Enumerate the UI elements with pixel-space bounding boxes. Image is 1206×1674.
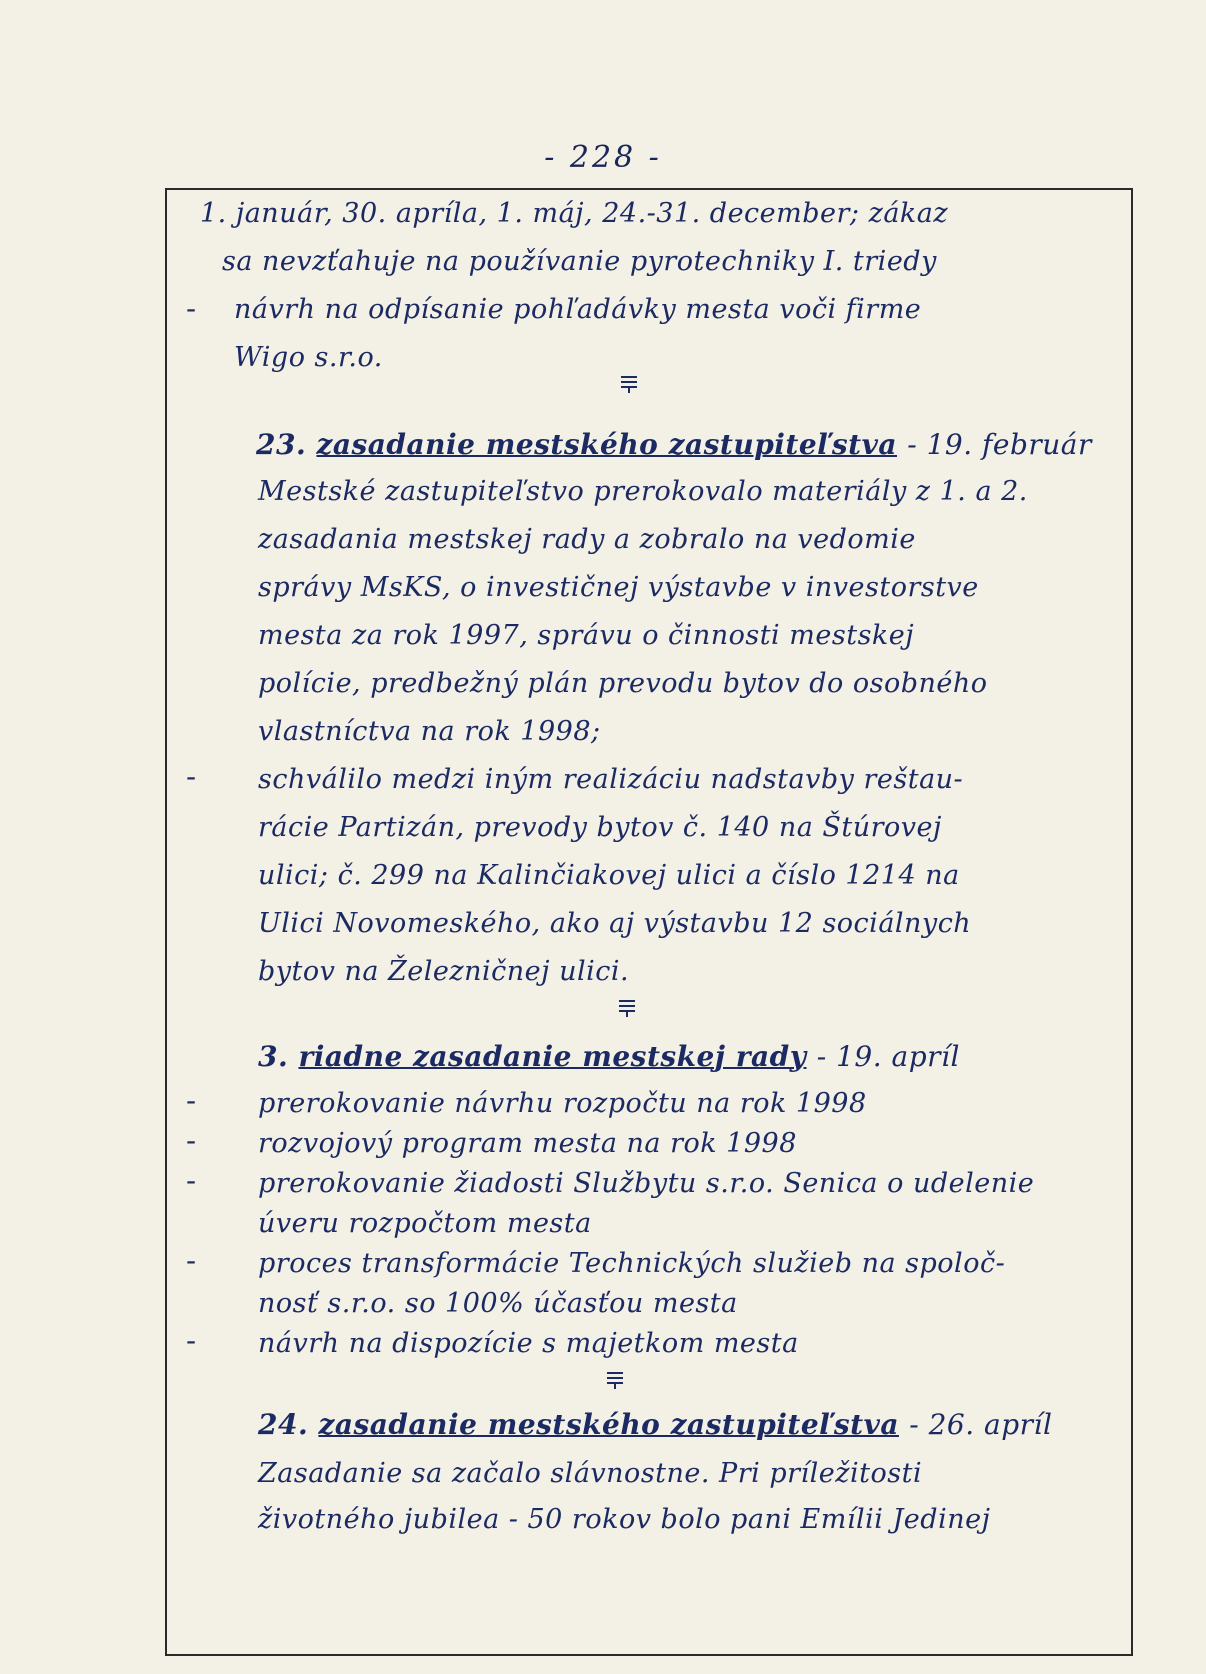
bullet-dash: - [186,1164,197,1197]
section-heading [258,1408,1052,1441]
text-line: nosť s.r.o. so 100% účasťou mesta [258,1288,738,1319]
text-line: polície, predbežný plán prevodu bytov do osobného [258,668,988,699]
heading-date: - 26. apríl [909,1408,1053,1441]
text-line: Mestské zastupiteľstvo prerokovalo materiály z 1. a 2. [258,476,1028,507]
text-line: prerokovanie žiadosti Službytu s.r.o. Senica o udelenie [258,1168,1035,1199]
separator-mark [616,996,638,1018]
separator-mark [604,1368,626,1390]
text-line: správy MsKS, o investičnej výstavbe v investorstve [258,572,979,603]
text-line: vlastníctva na rok 1998; [258,716,601,747]
text-line: schválilo medzi iným realizáciu nadstavby reštau- [258,764,964,795]
bullet-dash: - [186,760,197,793]
heading-date: - 19. apríl [816,1040,960,1073]
text-line: ulici; č. 299 na Kalinčiakovej ulici a číslo 1214 na [258,860,960,891]
separator-mark [618,372,640,394]
text-line: Zasadanie sa začalo slávnostne. Pri príležitosti [258,1458,923,1489]
text-line: bytov na Železničnej ulici. [258,956,630,987]
bullet-dash: - [186,1244,197,1277]
bullet-dash: - [186,1324,197,1357]
text-line: návrh na dispozície s majetkom mesta [258,1328,799,1359]
text-line: sa nevzťahuje na používanie pyrotechniky I. triedy [222,246,937,277]
text-line: rácie Partizán, prevody bytov č. 140 na Štúrovej [258,812,942,843]
heading-title: zasadanie mestského zastupiteľstva [316,428,897,461]
heading-number: 3. [258,1040,289,1073]
heading-date: - 19. február [907,428,1092,461]
text-line: rozvojový program mesta na rok 1998 [258,1128,797,1159]
bullet-dash: - [186,292,197,325]
text-line: proces transformácie Technických služieb na spoloč- [258,1248,1006,1279]
heading-number: 24. [258,1408,309,1441]
heading-title: zasadanie mestského zastupiteľstva [318,1408,899,1441]
heading-number: 23. [256,428,307,461]
text-line: Wigo s.r.o. [234,342,383,373]
heading-title: riadne zasadanie mestskej rady [298,1040,807,1073]
text-line: prerokovanie návrhu rozpočtu na rok 1998 [258,1088,867,1119]
text-line: zasadania mestskej rady a zobralo na vedomie [258,524,916,555]
section-heading [258,1040,960,1073]
text-line: návrh na odpísanie pohľadávky mesta voči firme [234,294,922,325]
bullet-dash: - [186,1124,197,1157]
text-line: Ulici Novomeského, ako aj výstavbu 12 sociálnych [258,908,972,939]
text-line: úveru rozpočtom mesta [258,1208,592,1239]
section-heading [256,428,1092,461]
bullet-dash: - [186,1084,197,1117]
page-number: - 228 - [544,140,662,175]
text-line: 1. január, 30. apríla, 1. máj, 24.-31. december; zákaz [200,198,949,229]
text-line: mesta za rok 1997, správu o činnosti mestskej [258,620,915,651]
text-line: životného jubilea - 50 rokov bolo pani Emílii Jedinej [258,1504,991,1535]
